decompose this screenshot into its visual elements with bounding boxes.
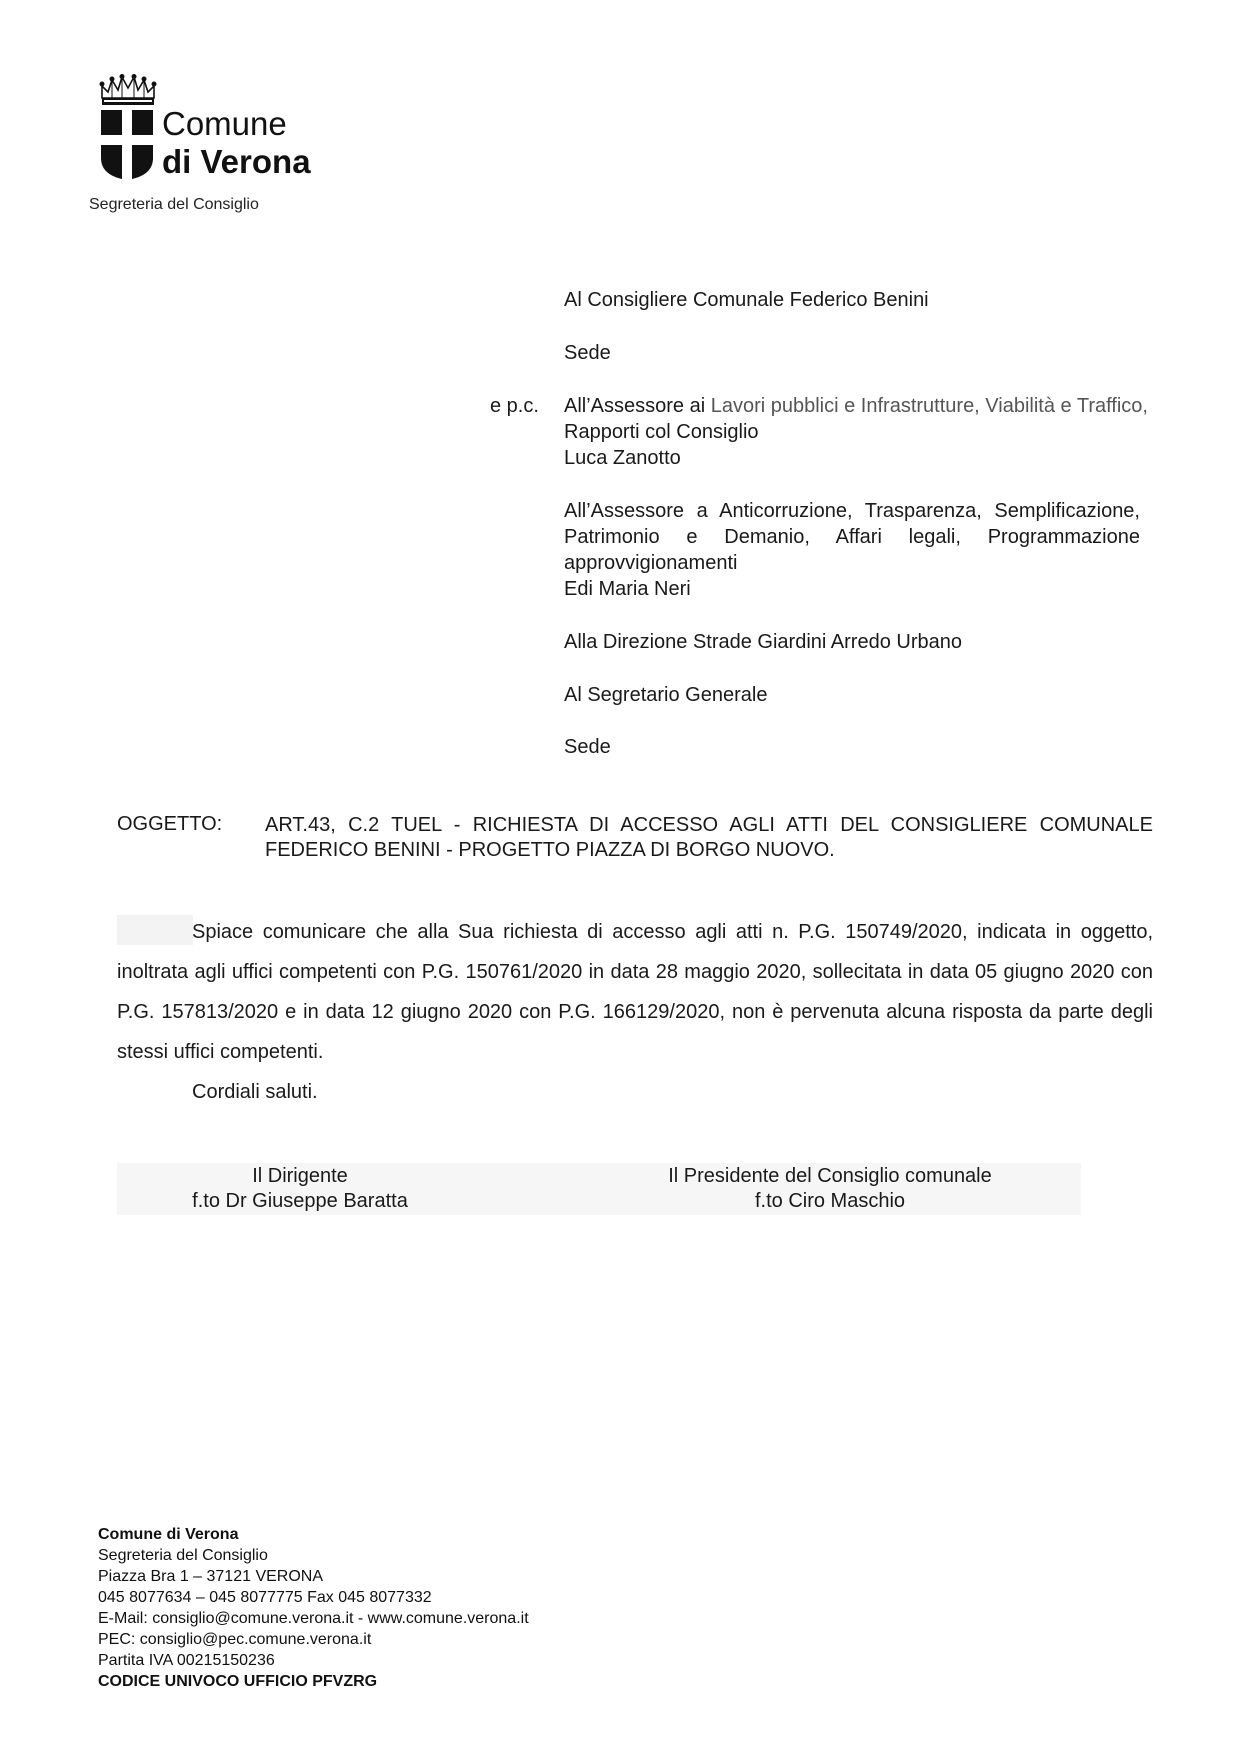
signature-left-name: f.to Dr Giuseppe Baratta: [192, 1190, 408, 1212]
recipient-2-name: Luca Zanotto: [564, 447, 681, 469]
recipient-5-sede: Sede: [564, 736, 611, 758]
recipient-2-prefix: All’Assessore ai: [564, 395, 711, 417]
body-paragraph: Spiace comunicare che alla Sua richiesta di accesso agli atti n. P.G. 150749/2020, indicata in oggetto, inoltrata agli uffici competenti con P.G. 150761/2020 in data 28 maggio 2020, sollecitata in data 05 giugno 2020 con P.G. 157813/2020 e in data 12 giugno 2020 con P.G. 166129/2020, non è pervenuta alcuna risposta da parte degli stessi uffici competenti.: [117, 921, 1153, 1063]
signature-presidente: [620, 1164, 1040, 1214]
signature-right-title: Il Presidente del Consiglio comunale: [668, 1165, 992, 1187]
recipient-1-sede: Sede: [564, 342, 611, 364]
logo-text-comune: Comune: [162, 105, 287, 142]
recipient-2-portfolio-b: Rapporti col Consiglio: [564, 421, 759, 443]
recipient-2: [564, 393, 1154, 471]
subject-text: ART.43, C.2 TUEL - RICHIESTA DI ACCESSO AGLI ATTI DEL CONSIGLIERE COMUNALE FEDERICO BENINI - PROGETTO PIAZZA DI BORGO NUOVO.: [265, 814, 1153, 861]
signature-left-title: Il Dirigente: [252, 1165, 348, 1187]
crown-icon: [98, 74, 158, 106]
recipient-3: All’Assessore a Anticorruzione, Trasparenza, Semplificazione, Patrimonio e Demanio, Affari legali, Programmazione approvvigionamenti: [564, 500, 1140, 574]
footer-address: Piazza Bra 1 – 37121 VERONA: [98, 1568, 324, 1585]
recipient-2-portfolio: Lavori pubblici e Infrastrutture, Viabilità e Traffico,: [710, 395, 1148, 417]
closing-salutation: Cordiali saluti.: [192, 1081, 318, 1103]
footer-email: E-Mail: consiglio@comune.verona.it - www.comune.verona.it: [98, 1610, 529, 1627]
logo-text-verona: di Verona: [162, 143, 311, 180]
footer: [98, 1524, 529, 1692]
signature-right-name: f.to Ciro Maschio: [754, 1190, 906, 1212]
footer-vat: Partita IVA 00215150236: [98, 1652, 275, 1669]
footer-phones: 045 8077634 – 045 8077775 Fax 045 8077332: [98, 1589, 432, 1606]
recipient-4: Alla Direzione Strade Giardini Arredo Urbano: [564, 631, 962, 653]
footer-org: Comune di Verona: [98, 1526, 239, 1543]
shield-cross-icon: [101, 110, 153, 180]
footer-pec: PEC: consiglio@pec.comune.verona.it: [98, 1631, 372, 1648]
recipient-3-name: Edi Maria Neri: [564, 578, 691, 600]
subject-label: OGGETTO:: [117, 813, 223, 835]
footer-code: CODICE UNIVOCO UFFICIO PFVZRG: [98, 1673, 378, 1690]
footer-office: Segreteria del Consiglio: [98, 1547, 268, 1564]
office-name: Segreteria del Consiglio: [89, 196, 259, 213]
letter-body: [117, 912, 1153, 1112]
cc-label: e p.c.: [490, 395, 539, 417]
recipient-5: Al Segretario Generale: [564, 684, 768, 706]
recipient-1: Al Consigliere Comunale Federico Benini: [564, 289, 929, 311]
signature-dirigente: [150, 1164, 450, 1214]
